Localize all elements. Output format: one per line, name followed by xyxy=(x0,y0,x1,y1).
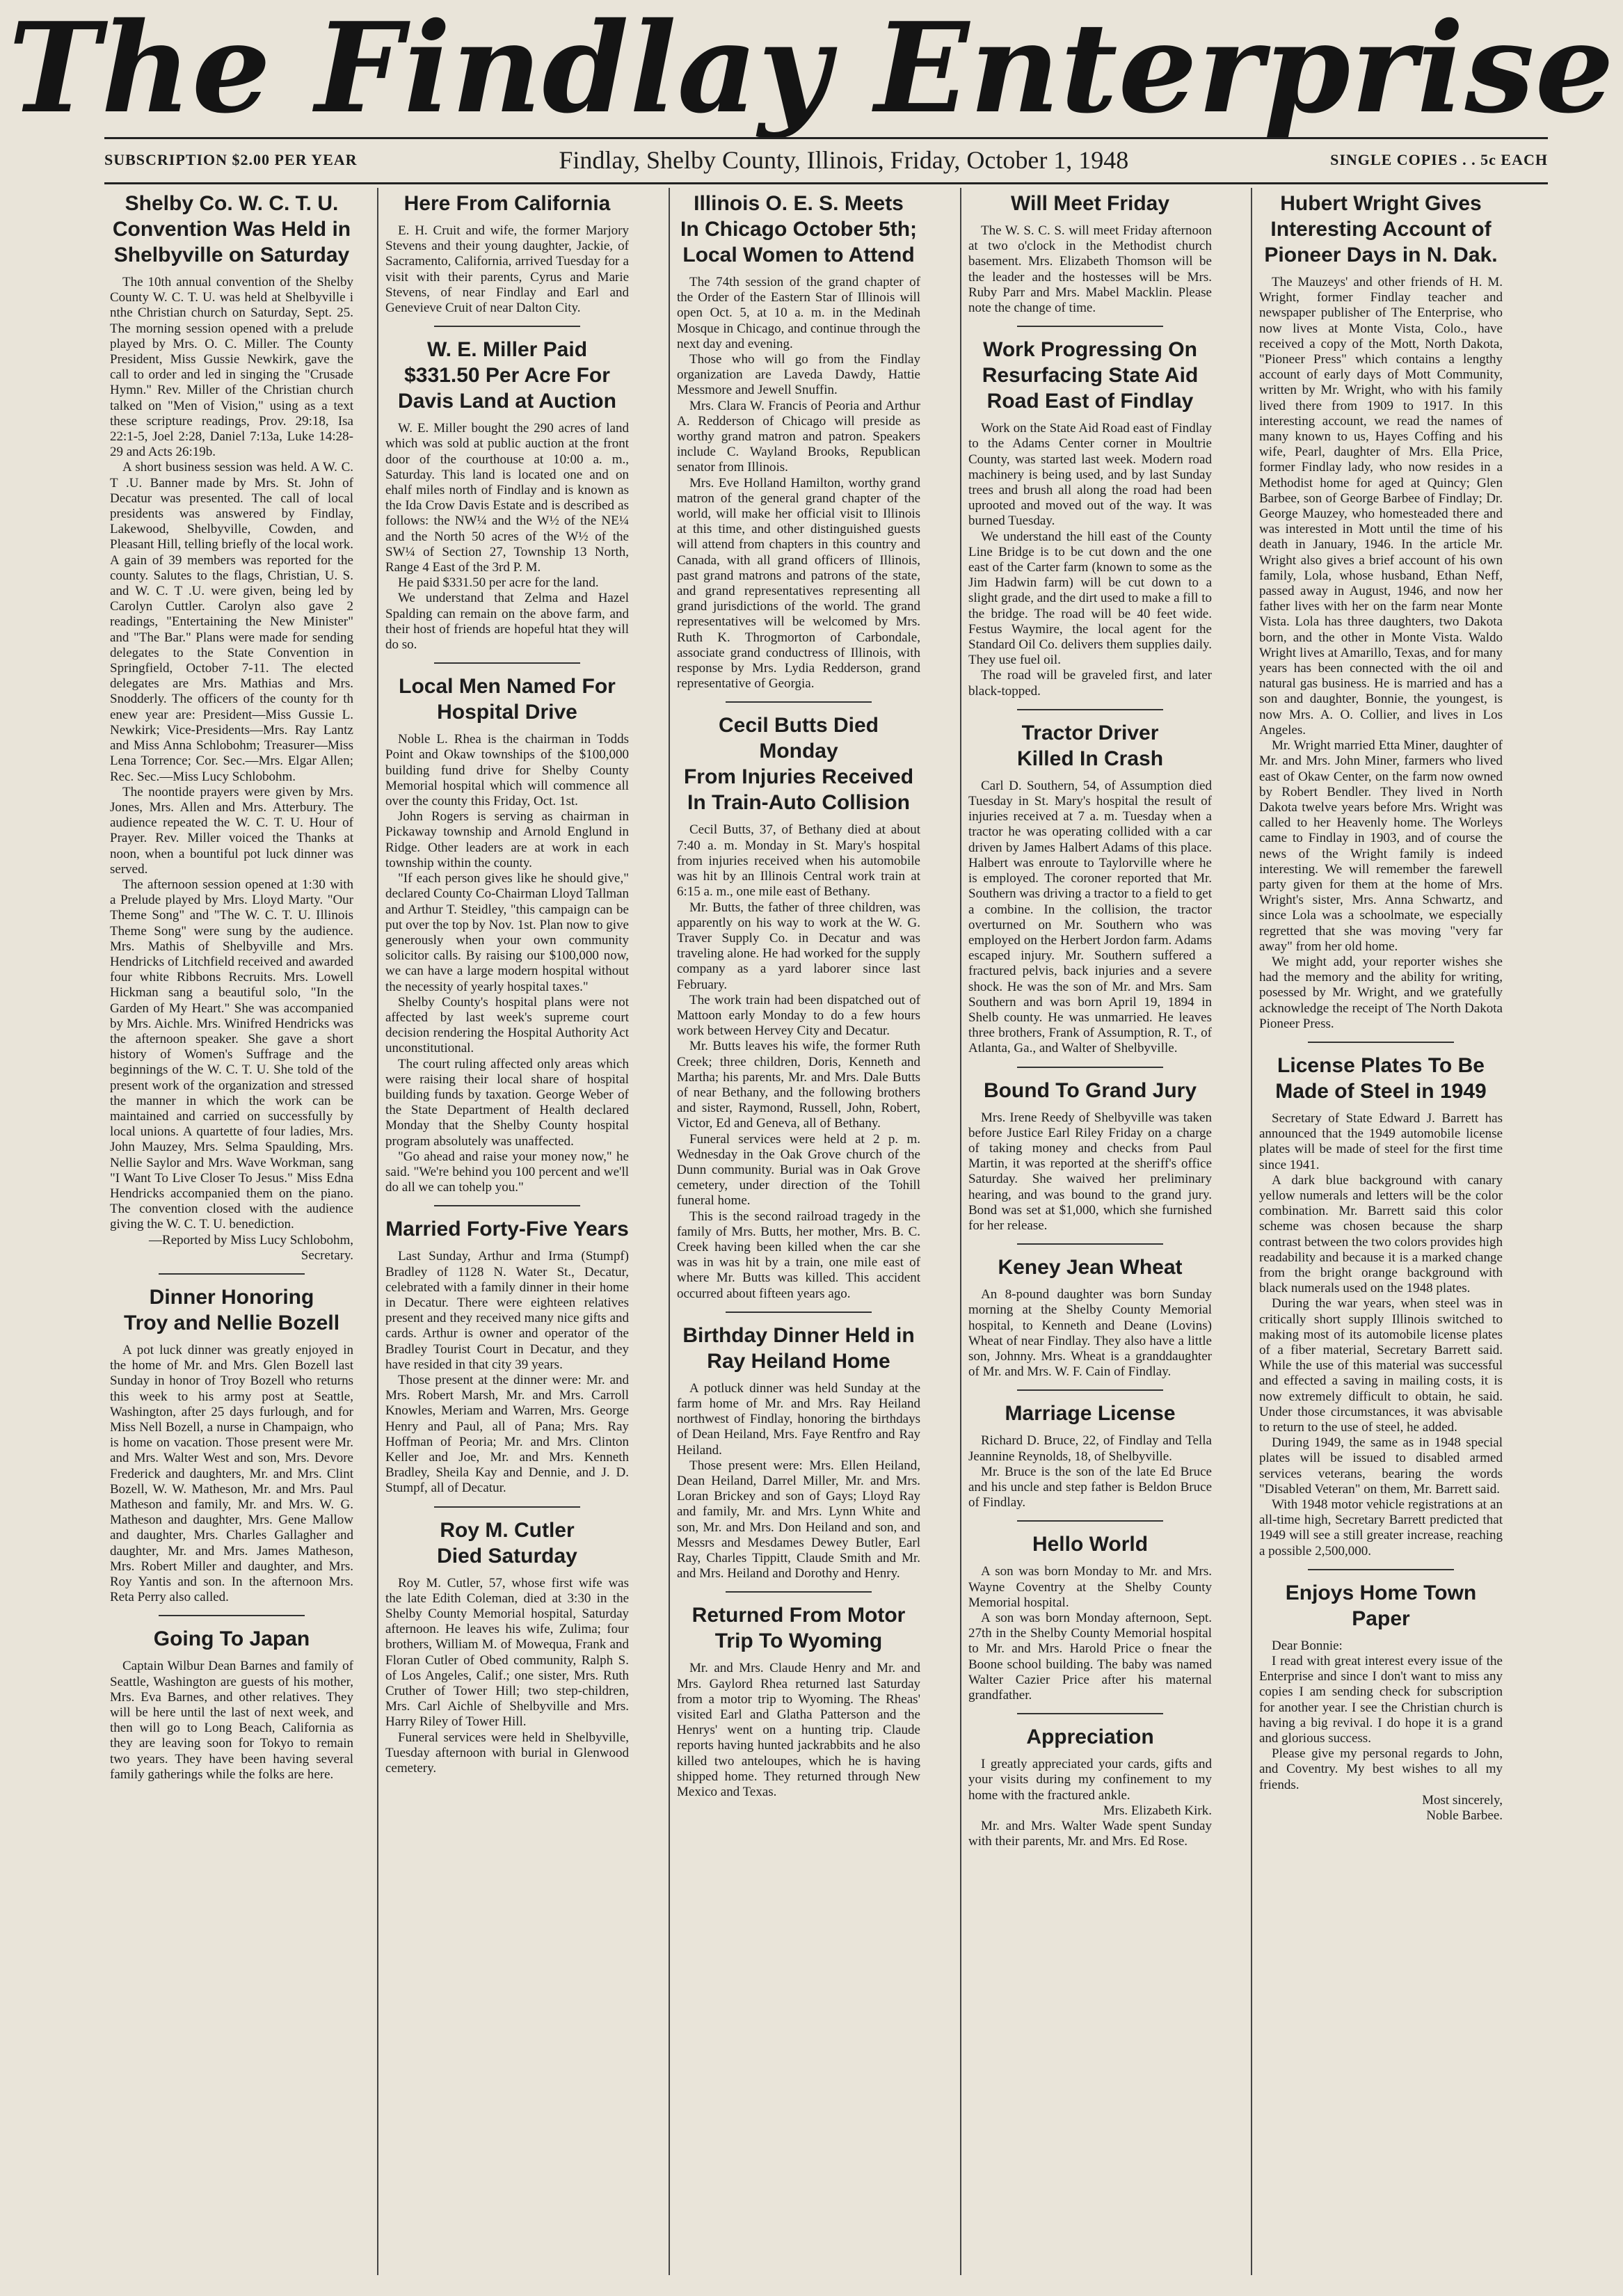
article-headline xyxy=(968,337,1212,414)
headline-line: In Chicago October 5th; xyxy=(680,218,918,241)
article-paragraph: Most sincerely, xyxy=(1422,1792,1503,1808)
column-rule xyxy=(960,188,961,2275)
headline-line: Work Progressing On xyxy=(983,338,1197,362)
headline-line: Hubert Wright Gives xyxy=(1280,192,1482,215)
article-paragraph: Mr. Bruce is the son of the late Ed Bruce and his uncle and step father is Beldon Bruce of Findlay. xyxy=(968,1464,1212,1510)
article-keney-jean-wheat xyxy=(968,1254,1212,1380)
article-married-forty-five-years xyxy=(385,1216,629,1496)
article-divider xyxy=(1308,1042,1454,1043)
dateline-bar xyxy=(104,141,1548,180)
article-paragraph: Mr. and Mrs. Claude Henry and Mr. and Mrs. Gaylord Rhea returned last Saturday from a motor trip to Wyoming. The Rheas' visited Earl and Glatha Patterson and the Henrys' went on a hunting trip. Claude reports having hunted jackrabbits and he also killed two anteloupes, which he is having shipped home. They returned through New Mexico and Texas. xyxy=(677,1661,920,1800)
headline-line: From Injuries Received xyxy=(683,765,914,789)
headline-line: Here From California xyxy=(403,192,611,215)
headline-line: Pioneer Days in N. Dak. xyxy=(1264,244,1498,266)
article-cecil-butts-died-monday xyxy=(677,712,920,1301)
subscription-price: SUBSCRIPTION $2.00 PER YEAR xyxy=(104,151,358,168)
article-paragraph: Mrs. Eve Holland Hamilton, worthy grand matron of the general grand chapter of the world, will make her official visit to Illinois at this time, and other distinguished guests will attend from chapters in this country and Canada, with all grand officers of Illinois, past grand matrons and patrons of the state, and grand representatives representing all grand jurisdictions of the world. The grand representatives will be welcomed by Mrs. Ruth K. Throgmorton of Carbondale, associate grand conductress of Illinois, with response by Mrs. Lydia Redderson, grand representative of Georgia. xyxy=(677,475,920,692)
article-going-to-japan xyxy=(110,1626,353,1783)
article-marriage-license xyxy=(968,1401,1212,1510)
article-tractor-driver xyxy=(968,720,1212,1057)
article-paragraph: The 10th annual convention of the Shelby County W. C. T. U. was held at Shelbyville i nthe Christian church on Saturday, Sept. 25. The morning session opened with a prelude played by Mrs. O. C. Miller. The County President, Miss Gussie Newkirk, gave the call to order and led in singing the "Crusade Hymn." Rev. Miller of the Christian church talked on "Men of Vision," using as a text these scripture readings, Prov. 29:18, Isa 22:1-5, Joel 2:28, Daniel 7:13a, Luke 14:28-29 and Acts 26:19b. xyxy=(110,275,353,460)
article-paragraph: Those present were: Mrs. Ellen Heiland, Dean Heiland, Darrel Miller, Mr. and Mrs. Loran Brickey and son of Gays; Lloyd Ray and family, Mr. and Mrs. Lynn White and son, Mr. and Mrs. Don Heiland and son, and Messrs and Mesdames Dewey Butler, Earl Ray, Charles Tippitt, Claude Smith and Mr. and Mrs. Heiland and Dorothy and Henry. xyxy=(677,1458,920,1581)
article-paragraph: The Mauzeys' and other friends of H. M. Wright, former Findlay teacher and newspaper publisher of The Enterprise, who now lives at Monte Vista, Colo., have received a copy of the Mott, North Dakota, "Pioneer Press" which contains a lengthy account of early days of Mott Community, written by Mr. Wright, who with his family lived there from 1909 to 1917. In this interesting account, we read the names of many known to us, Hayes Coffing and his wife, Pearl, daughter of Mrs. Ella Price, former Findlay lady, who now resides in a Methodist home for aged at Quincy; Glen Barbee, son of George Barbee of Findlay; Dr. George Mauzey, who homesteaded there and was interested in Mott until the time of his death in January, 1946. In the article Mr. Wright also gives a brief account of his own family, Lola, whose husband, Ethan Neff, passed away in August, 1946, and now her father lives with her on the farm near Monte Vista. Lola has three daughters, two Dakota born, and the other in Monte Vista. Waldo Wright lives at Amarillo, Texas, and for many years has been connected with the oil and natural gas business. He is married and has a son and daughter, Bonnie, the youngest, is now Mrs. A. O. Collier, and lives in Los Angeles. xyxy=(1259,275,1503,738)
article-paragraph: A dark blue background with canary yellow numerals and letters will be the color combination. Mr. Barrett said this color scheme was chosen because the sharp contrast between the two colors provides high readability and because it is a marked change from the bright orange background with black numerals used on the 1948 plates. xyxy=(1259,1172,1503,1296)
article-divider xyxy=(1017,1067,1163,1068)
headline-line: Will Meet Friday xyxy=(1010,192,1170,215)
article-headline xyxy=(968,1254,1212,1280)
article-headline xyxy=(968,1724,1212,1750)
article-paragraph: Work on the State Aid Road east of Findlay to the Adams Center corner in Moultrie County, was started last week. Modern road machinery is being used, and by last Sunday trees and brush all along the road had been uprooted and moved out of the way. It was burned Tuesday. xyxy=(968,421,1212,529)
column-4 xyxy=(968,188,1212,2282)
article-here-from-california xyxy=(385,191,629,316)
article-paragraph: A son was born Monday afternoon, Sept. 27th in the Shelby County Memorial hospital to Mr. and Mrs. Harold Price o fnear the Boone school building. The baby was named Walter Cazier Price after his maternal grandfather. xyxy=(968,1611,1212,1703)
headline-line: Convention Was Held in xyxy=(112,218,351,241)
article-dinner-honoring xyxy=(110,1284,353,1605)
article-paragraph: Funeral services were held at 2 p. m. Wednesday in the Oak Grove church of the Dunn community. Burial was in Oak Grove cemetery, under direction of the Tohill funeral home. xyxy=(677,1131,920,1209)
article-paragraph: Mrs. Irene Reedy of Shelbyville was taken before Justice Earl Riley Friday on a charge of taking money and checks from Paul Martin, it was reported at the sheriff's office Saturday. She waived her preliminary hearing, and was bound to the grand jury. Bond was set at $1,000, which she furnished for her release. xyxy=(968,1110,1212,1233)
article-w-e-miller-paid xyxy=(385,337,629,653)
article-paragraph: —Reported by Miss Lucy Schlobohm, Secretary. xyxy=(149,1232,353,1263)
article-will-meet-friday xyxy=(968,191,1212,316)
headline-line: Local Women to Attend xyxy=(682,244,915,266)
article-bound-to-grand-jury xyxy=(968,1078,1212,1234)
article-local-men-named-for xyxy=(385,673,629,1195)
article-paragraph: Richard D. Bruce, 22, of Findlay and Tella Jeannine Reynolds, 18, of Shelbyville. xyxy=(968,1433,1212,1464)
article-headline xyxy=(968,191,1212,216)
headline-line: Dinner Honoring xyxy=(149,1286,314,1309)
article-divider xyxy=(1017,1520,1163,1522)
article-headline xyxy=(1259,1053,1503,1104)
article-paragraph: I greatly appreciated your cards, gifts and your visits during my confinement to my home with the fractured ankle. xyxy=(968,1757,1212,1803)
article-paragraph: We understand the hill east of the County Line Bridge is to be cut down and the one east of the Carter farm (known to some as the Jim Hadwin farm) will be cut down to a slight grade, and the dirt used to make a fill to the bridge. The road will be 40 feet wide. Festus Waymire, the local agent for the Standard Oil Co. delivers them supplies daily. They use fuel oil. xyxy=(968,529,1212,668)
headline-line: Tractor Driver xyxy=(1021,721,1159,744)
headline-line: Troy and Nellie Bozell xyxy=(123,1312,340,1334)
column-3 xyxy=(677,188,920,2282)
headline-line: Birthday Dinner Held in xyxy=(682,1323,915,1347)
article-paragraph: "If each person gives like he should give," declared County Co-Chairman Lloyd Tallman and Arthur T. Steidley, "this campaign can be put over the top by Nov. 1st. Plan now to give generously when your own community solicitor calls. By raising our $100,000 now, we can have a large modern hospital without the necessity of yearly hospital taxes." xyxy=(385,871,629,994)
column-5 xyxy=(1259,188,1503,2282)
article-paragraph: Noble Barbee. xyxy=(1426,1808,1503,1824)
article-divider xyxy=(159,1615,305,1616)
article-headline xyxy=(968,1401,1212,1426)
article-divider xyxy=(726,701,872,703)
article-illinois-o-e-s-meets xyxy=(677,191,920,692)
article-divider xyxy=(726,1312,872,1313)
headline-line: Bound To Grand Jury xyxy=(983,1078,1197,1102)
headline-line: Road East of Findlay xyxy=(986,390,1194,413)
headline-line: Illinois O. E. S. Meets xyxy=(694,192,904,215)
article-headline xyxy=(385,191,629,216)
headline-line: Appreciation xyxy=(1026,1725,1154,1749)
article-paragraph: The afternoon session opened at 1:30 with a Prelude played by Mrs. Lloyd Marty. "Our Theme Song" and "The W. C. T. U. Illinois Theme Song" were sung by the audience. Mrs. Mathis of Shelbyville and Mrs. Hendricks of Litchfield received and awarded four white Ribbons Recruits. Mrs. Lowell Hickman sang a beautiful solo, "In the Garden of My Heart." She was accompanied by Mrs. Aichle. Mrs. Winifred Hendricks was the afternoon speaker. She gave a short history of Women's Suffrage and the beginnings of the W. C. T. U. She told of the present work of the organization and stressed the manner in which the work can be maintained and carried on successfully by local unions. A quartette of four ladies, Mrs. John Mauzey, Mrs. Selma Spaulding, Mrs. Nellie Saylor and Mrs. Wave Workman, sang "I Want To Live Closer To Jesus." Miss Edna Hendricks accompanied them on the piano. The convention closed with the audience giving the W. C. T. U. benediction. xyxy=(110,877,353,1232)
article-headline xyxy=(677,1602,920,1654)
column-rule xyxy=(669,188,670,2275)
headline-line: Hospital Drive xyxy=(437,701,577,724)
article-paragraph: Mrs. Clara W. Francis of Peoria and Arthur A. Redderson of Chicago will preside as worthy grand matron and patron. Speakers include C. Wayland Brooks, Republican senator from Illinois. xyxy=(677,398,920,475)
headline-line: Died Saturday xyxy=(437,1544,577,1568)
article-paragraph: Please give my personal regards to John, and Coventry. My best wishes to all my friends. xyxy=(1259,1746,1503,1792)
headline-line: Roy M. Cutler xyxy=(440,1518,575,1542)
headline-line: Ray Heiland Home xyxy=(707,1349,890,1373)
article-paragraph: With 1948 motor vehicle registrations at an all-time high, Secretary Barrett predicted that 1949 will see a still greater increase, reaching a possible 2,500,000. xyxy=(1259,1497,1503,1558)
column-rule xyxy=(377,188,378,2275)
article-headline xyxy=(968,1078,1212,1103)
article-divider xyxy=(1017,1389,1163,1391)
article-paragraph: Dear Bonnie: xyxy=(1272,1638,1343,1653)
article-paragraph: Carl D. Southern, 54, of Assumption died Tuesday in St. Mary's hospital the result of injuries received at 7 a. m. Tuesday when a tractor he was operating collided with a car driven by James Halbert Adams of this place. Halbert was enroute to Taylorville where he is employed. The coroner reported that Mr. Southern was driving a tractor to a field to get a combine. In the collision, the tractor overturned on Mr. Southern who was employed on the Herbert Jordon farm. Adams escaped injury. Mr. Southern suffered a fractured pelvis, back injuries and a severe shock. He was the son of Mr. and Mrs. Sam Southern and was born April 19, 1894 in Shelb county. He was unmarried. He leaves three brothers, Frank of Assumption, R. T., of Atlanta, Ga., and Walter of Shelbyville. xyxy=(968,778,1212,1056)
article-headline xyxy=(968,720,1212,772)
article-paragraph: Mrs. Elizabeth Kirk. xyxy=(1103,1803,1212,1818)
article-work-progressing-on xyxy=(968,337,1212,699)
article-paragraph: Captain Wilbur Dean Barnes and family of Seattle, Washington are guests of his mother, Mrs. Eva Barnes, and other relatives. They will be here until the last of next week, and then will go to Long Beach, California as they are leaving soon for Tokyo to remain two years. They have been having several family gatherings while the folks are here. xyxy=(110,1659,353,1782)
headline-line: $331.50 Per Acre For xyxy=(404,364,610,388)
headline-line: Enjoys Home Town Paper xyxy=(1285,1581,1477,1630)
article-divider xyxy=(434,662,580,664)
article-divider xyxy=(434,1205,580,1206)
article-paragraph: A son was born Monday to Mr. and Mrs. Wayne Coventry at the Shelby County Memorial hospital. xyxy=(968,1564,1212,1610)
article-paragraph: The road will be graveled first, and later black-topped. xyxy=(968,668,1212,699)
issue-dateline: Findlay, Shelby County, Illinois, Friday, October 1, 1948 xyxy=(559,146,1129,174)
single-copy-price: SINGLE COPIES . . 5c EACH xyxy=(1330,151,1548,168)
headline-line: Local Men Named For xyxy=(399,675,616,699)
article-paragraph: Funeral services were held in Shelbyville, Tuesday afternoon with burial in Glenwood cemetery. xyxy=(385,1730,629,1776)
article-paragraph: Last Sunday, Arthur and Irma (Stumpf) Bradley of 1128 N. Water St., Decatur, celebrated with a family dinner in their home in Decatur. There were eighteen relatives present and they received many nice gifts and cards. Arthur is owner and operator of the Bradley Tourist Court in Decatur, and they have resided in that city 39 years. xyxy=(385,1249,629,1372)
article-paragraph: Shelby County's hospital plans were not affected by last week's supreme court decision rendering the Hospital Authority Act unconstitutional. xyxy=(385,994,629,1056)
article-roy-m-cutler xyxy=(385,1517,629,1777)
article-license-plates-to-be xyxy=(1259,1053,1503,1559)
headline-line: Hello World xyxy=(1032,1533,1149,1556)
headline-line: In Train-Auto Collision xyxy=(687,791,910,815)
headline-line: Trip To Wyoming xyxy=(714,1629,883,1653)
article-headline xyxy=(385,1216,629,1242)
article-paragraph: The court ruling affected only areas which were raising their local share of hospital building funds by taxation. George Weber of the State Department of Health declared Monday that the Shelby County hospital program absolutely was unaffected. xyxy=(385,1056,629,1149)
article-paragraph: Mr. Butts leaves his wife, the former Ruth Creek; three children, Doris, Kenneth and Martha; his parents, Mr. and Mrs. Dale Butts of near Bethany, and the following brothers and sister, Raymond, Russell, John, Robert, Victor, Ed and Geneva, all of Bethany. xyxy=(677,1039,920,1131)
article-paragraph: Roy M. Cutler, 57, whose first wife was the late Edith Coleman, died at 3:30 in the Shelby County Memorial hospital, Saturday afternoon. He leaves his wife, Zulima; four brothers, William M. of Mowequa, Frank and Floran Cutler of Obed community, Ralph S. of Los Angeles, Calif.; one sister, Mrs. Ruth Cruther of Tower Hill; two step-children, Mrs. Carl Aichle of Shelbyville and Mrs. Harry Riley of Tower Hill. xyxy=(385,1575,629,1730)
article-hubert-wright-gives xyxy=(1259,191,1503,1032)
headline-line: Cecil Butts Died Monday xyxy=(718,714,879,763)
headline-line: Davis Land at Auction xyxy=(398,390,616,413)
article-paragraph: This is the second railroad tragedy in the family of Mrs. Butts, her mother, Mrs. B. C. Creek having been killed when the car she was in was hit by a train, one mile east of where Mr. Butts was killed. This accident occurred about fifteen years ago. xyxy=(677,1209,920,1301)
article-divider xyxy=(726,1591,872,1593)
article-returned-from-motor xyxy=(677,1602,920,1800)
article-paragraph: Those present at the dinner were: Mr. and Mrs. Robert Marsh, Mr. and Mrs. Carroll Knowles, Meriam and Warren, Mrs. George Henry and Paul, all of Pana; Mrs. Ray Hoffman of Peoria; Mr. and Mrs. Clinton Keller and Joe, Mr. and Mrs. Kenneth Bradley, Sheila Kay and Dennie, and J. D. Stumpf, all of Decatur. xyxy=(385,1372,629,1496)
headline-line: Resurfacing State Aid xyxy=(982,364,1199,388)
article-headline xyxy=(677,191,920,268)
article-paragraph: Mr. Wright married Etta Miner, daughter of Mr. and Mrs. John Miner, farmers who lived east of Okaw Center, on the farm now owned by Robert Bendler. They lived in North Dakota twelve years before Mrs. Wright was called to her Heavenly home. The Worleys came to Findlay in 1903, and of course the news of the Wright family is indeed interesting. We will remember the farewell party given for them at the home of Mrs. Wright's sister, Mrs. Anna Schwartz, and since Lola was a schoolmate, we especially regretted that she was moving "very far away" from her old home. xyxy=(1259,738,1503,954)
headline-line: Going To Japan xyxy=(153,1627,310,1651)
headline-line: Shelby Co. W. C. T. U. xyxy=(125,192,339,215)
headline-line: License Plates To Be xyxy=(1277,1053,1485,1077)
article-paragraph: I read with great interest every issue of the Enterprise and since I don't want to miss any copies I am sending check for subscription for another year. I see the Christian church is having a big revival. I do hope it is a grand and glorious success. xyxy=(1259,1654,1503,1746)
article-headline xyxy=(110,1284,353,1336)
article-paragraph: Noble L. Rhea is the chairman in Todds Point and Okaw townships of the $100,000 building fund drive for Shelby County Memorial hospital which will commence all over the county this Friday, Oct. 1st. xyxy=(385,732,629,809)
headline-line: Keney Jean Wheat xyxy=(998,1256,1183,1279)
headline-line: Interesting Account of xyxy=(1270,218,1492,241)
article-divider xyxy=(1017,1713,1163,1714)
article-birthday-dinner-held-in xyxy=(677,1323,920,1582)
article-headline xyxy=(968,1531,1212,1557)
column-1 xyxy=(110,188,353,2282)
article-enjoys-home-town-paper xyxy=(1259,1580,1503,1824)
article-paragraph: During 1949, the same as in 1948 special plates will be issued to disabled armed services veterans, bearing the words "Disabled Veteran" on them, Mr. Barrett said. xyxy=(1259,1435,1503,1497)
headline-line: Made of Steel in 1949 xyxy=(1275,1079,1487,1103)
article-paragraph: "Go ahead and raise your money now," he said. "We're behind you 100 percent and we'll do all we can tohelp you." xyxy=(385,1149,629,1195)
article-paragraph: The work train had been dispatched out of Mattoon early Monday to do a few hours work between Hervey City and Decatur. xyxy=(677,992,920,1039)
masthead-title: The Findlay Enterprise xyxy=(8,0,1615,141)
headline-line: Killed In Crash xyxy=(1016,747,1164,770)
article-headline xyxy=(677,712,920,815)
article-paragraph: A potluck dinner was held Sunday at the farm home of Mr. and Mrs. Ray Heiland northwest of Findlay, honoring the birthdays of Dean Heiland, Mrs. Faye Rentfro and Ray Heiland. xyxy=(677,1380,920,1458)
article-divider xyxy=(434,326,580,327)
article-headline xyxy=(110,191,353,268)
article-shelby-co-w-c-t-u xyxy=(110,191,353,1263)
headline-line: W. E. Miller Paid xyxy=(426,338,588,362)
column-2 xyxy=(385,188,629,2282)
headline-line: Shelbyville on Saturday xyxy=(113,244,350,266)
article-divider xyxy=(1017,1243,1163,1245)
article-paragraph: Those who will go from the Findlay organization are Laveda Dawdy, Hattie Messmore and Jewell Snuffin. xyxy=(677,352,920,398)
article-paragraph: The 74th session of the grand chapter of the Order of the Eastern Star of Illinois will open Oct. 5, at 10 a. m. in the Medinah Mosque in Chicago, and continue through the next day and evening. xyxy=(677,275,920,351)
article-headline xyxy=(385,1517,629,1569)
article-paragraph: Cecil Butts, 37, of Bethany died at about 7:40 a. m. Monday in St. Mary's hospital from injuries received when his automobile was hit by an Illinois Central work train at 6:15 a. m., one mile east of Bethany. xyxy=(677,822,920,900)
article-paragraph: John Rogers is serving as chairman in Pickaway township and Arnold Englund in Ridge. Other leaders are at work in each township within the county. xyxy=(385,809,629,870)
article-paragraph: Mr. and Mrs. Walter Wade spent Sunday with their parents, Mr. and Mrs. Ed Rose. xyxy=(968,1819,1212,1849)
article-paragraph: He paid $331.50 per acre for the land. xyxy=(398,575,599,591)
article-paragraph: A short business session was held. A W. C. T .U. Banner made by Mrs. St. John of Decatur was presented. The call of local presidents was answered by Findlay, Lakewood, Shelbyville, Cowden, and Pleasant Hill, telling briefly of the local work. A gain of 39 members was reported for the county. Salutes to the flags, Christian, U. S. and W. C. T .U. were given, being led by Carolyn Cuttler. Carolyn also gave 2 readings, "Entertaining the New Minister" and "The Bar." Plans were made for sending delegates to the State Convention in Springfield, October 7-11. The elected delegates are Mrs. Mathias and Mrs. Snodderly. The officers of the county for th enew year are: President—Miss Gussie L. Newkirk; Vice-Presidents—Mrs. Ray Lantz and Miss Anna Schlobohm; Treasurer—Miss Lena Torrence; Cor. Sec.—Mrs. Elgar Allen; Rec. Sec.—Miss Lucy Schlobohm. xyxy=(110,460,353,784)
article-divider xyxy=(1017,709,1163,710)
article-paragraph: The noontide prayers were given by Mrs. Jones, Mrs. Allen and Mrs. Atterbury. The audience repeated the W. C. T. U. Hour of Prayer. Rev. Miller voiced the Thanks at noon, when a bountiful pot luck dinner was served. xyxy=(110,784,353,877)
article-divider xyxy=(1308,1569,1454,1570)
article-paragraph: E. H. Cruit and wife, the former Marjory Stevens and their young daughter, Jackie, of Sacramento, California, arrived Tuesday for a visit with their parents, Cyrus and Marie Stevens, of near Findlay and Earl and Genevieve Cruit of near Dalton City. xyxy=(385,223,629,316)
article-paragraph: A pot luck dinner was greatly enjoyed in the home of Mr. and Mrs. Glen Bozell last Sunday in honor of Troy Bozell who returns this week to his army post at Seattle, Washington, after 25 days furlough, and for Miss Nell Bozell, a nurse in Champaign, who is home on vacation. Those present were Mr. and Mrs. Walter West and son, Mrs. Devore Frederick and daughters, Mr. and Mrs. Clint Bozell, W. W. Matheson, Mr. and Mrs. Paul Matheson and family, Mr. and Mrs. W. G. Matheson and daughter, Mrs. Gene Mallow and daughter, Mrs. Charles Gallagher and daughter, Mr. and Mrs. James Matheson, Mrs. Robert Miller and daughter, and Mrs. Roy Yantis and son. In the afternoon Mrs. Reta Perry also called. xyxy=(110,1343,353,1605)
article-paragraph: An 8-pound daughter was born Sunday morning at the Shelby County Memorial hospital, to Kenneth and Deane (Lovins) Wheat of near Findlay. They also have a little son, Johnny. Mrs. Wheat is a granddaughter of Mr. and Mrs. W. F. Cain of Findlay. xyxy=(968,1287,1212,1380)
article-paragraph: The W. S. C. S. will meet Friday afternoon at two o'clock in the Methodist church basement. Mrs. Elizabeth Thomson will be the leader and the hostesses will be Mrs. Ruby Parr and Mrs. Mabel Macklin. Please note the change of time. xyxy=(968,223,1212,316)
article-appreciation xyxy=(968,1724,1212,1849)
article-paragraph: W. E. Miller bought the 290 acres of land which was sold at public auction at the front door of the courthouse at 10:00 a. m., Saturday. This land is located one and on ehalf miles north of Findlay and is known as the Ida Crow Davis Estate and is described as follows: the NW¼ and the W½ of the NE¼ and the North 50 acres of the W½ of the SW¼ of Section 27, Township 13 North, Range 4 East of the 3rd P. M. xyxy=(385,421,629,575)
article-headline xyxy=(1259,191,1503,268)
article-divider xyxy=(159,1273,305,1275)
article-divider xyxy=(434,1506,580,1508)
article-divider xyxy=(1017,326,1163,327)
headline-line: Returned From Motor xyxy=(691,1604,906,1627)
article-hello-world xyxy=(968,1531,1212,1703)
article-headline xyxy=(1259,1580,1503,1632)
article-headline xyxy=(677,1323,920,1374)
article-paragraph: Secretary of State Edward J. Barrett has announced that the 1949 automobile license plates will be made of steel for the first time since 1941. xyxy=(1259,1110,1503,1172)
article-paragraph: Mr. Butts, the father of three children, was apparently on his way to work at the W. G. Traver Supply Co. in Decatur and was traveling alone. He had worked for the supply company as a yard laborer since last February. xyxy=(677,900,920,992)
article-headline xyxy=(110,1626,353,1652)
column-rule xyxy=(1251,188,1252,2275)
masthead-top-rule xyxy=(104,137,1548,139)
article-headline xyxy=(385,337,629,414)
article-paragraph: We understand that Zelma and Hazel Spalding can remain on the above farm, and their host of friends are hopeful htat they will do so. xyxy=(385,591,629,653)
headline-line: Marriage License xyxy=(1005,1402,1176,1426)
masthead-bottom-rule xyxy=(104,182,1548,184)
article-paragraph: We might add, your reporter wishes she had the memory and the ability for writing, posessed by Mr. Wright, and we gratefully acknowledge the receipt of The North Dakota Pioneer Press. xyxy=(1259,954,1503,1031)
article-paragraph: During the war years, when steel was in critically short supply Illinois switched to making most of its automobile license plates of a fiber material, Secretary Barrett said. While the use of this material was successful and effected a saving in mailing costs, it is now extremely difficult to obtain, he said. Under those circumstances, it was abvisable to return to the use of steel, he added. xyxy=(1259,1296,1503,1435)
headline-line: Married Forty-Five Years xyxy=(385,1218,629,1241)
article-headline xyxy=(385,673,629,725)
